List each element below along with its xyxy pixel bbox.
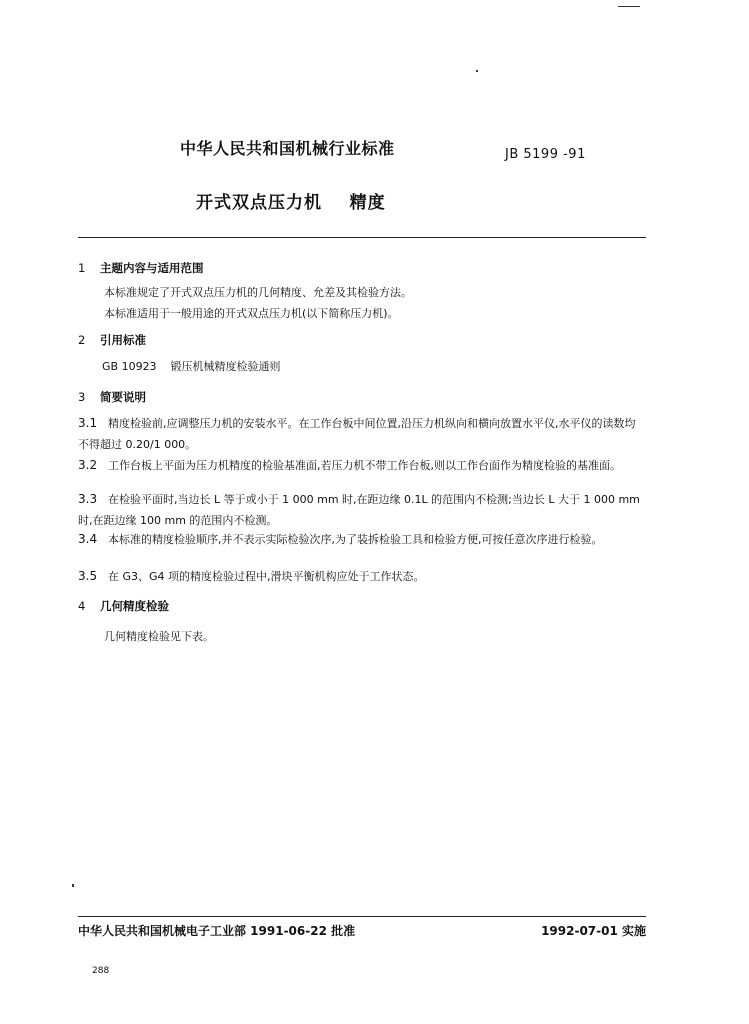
clause-number: 3.4: [78, 532, 98, 546]
clause-3-3: [78, 489, 646, 531]
clause-number: 3.3: [78, 492, 98, 506]
referenced-standard: GB 10923 锻压机械精度检验通则: [102, 360, 281, 373]
standard-code: JB 5199 -91: [505, 147, 586, 162]
clause-3-1: [78, 413, 646, 455]
clause-3-2: [78, 455, 646, 476]
section-2-heading: [78, 332, 146, 348]
section-title: 引用标准: [100, 333, 146, 347]
section-title: 主题内容与适用范围: [100, 261, 204, 275]
clause-text: 精度检验前,应调整压力机的安装水平。在工作台板中间位置,沿压力机纵向和横向放置水平仪,水平仪的读数均不得超过 0.20/1 000。: [78, 417, 636, 451]
clause-3-4: [78, 529, 646, 550]
scan-speck: [72, 884, 74, 887]
clause-text: 本标准的精度检验顺序,并不表示实际检验次序,为了装拆检验工具和检验方便,可按任意次序进行检验。: [108, 533, 603, 546]
section-number: 4: [78, 599, 86, 613]
clause-text: 在检验平面时,当边长 L 等于或小于 1 000 mm 时,在距边缘 0.1L 的范围内不检测;当边长 L 大于 1 000 mm 时,在距边缘 100 mm 的范围内不检测。: [78, 493, 640, 527]
document-title: 开式双点压力机 精度: [196, 193, 386, 213]
section-number: 3: [78, 390, 86, 404]
paragraph: 本标准适用于一般用途的开式双点压力机(以下简称压力机)。: [104, 307, 399, 320]
paragraph: 本标准规定了开式双点压力机的几何精度、允差及其检验方法。: [104, 286, 412, 299]
clause-number: 3.5: [78, 569, 98, 583]
clause-number: 3.2: [78, 458, 98, 472]
approval-line: 中华人民共和国机械电子工业部 1991-06-22 批准: [78, 924, 356, 938]
clause-text: 工作台板上平面为压力机精度的检验基准面,若压力机不带工作台板,则以工作台面作为精度检验的基准面。: [108, 459, 621, 472]
section-number: 2: [78, 333, 86, 347]
scan-speck: [476, 70, 478, 72]
section-number: 1: [78, 261, 86, 275]
section-1-heading: [78, 260, 204, 276]
section-3-heading: [78, 389, 146, 405]
section-title: 几何精度检验: [100, 599, 169, 613]
header-divider: [78, 237, 646, 238]
scan-mark: [618, 6, 640, 7]
section-4-heading: [78, 598, 169, 614]
page-number: 288: [92, 966, 110, 976]
footer-divider: [78, 916, 646, 917]
clause-number: 3.1: [78, 416, 98, 430]
clause-3-5: [78, 566, 646, 587]
standard-org-title: 中华人民共和国机械行业标准: [180, 139, 395, 158]
section-title: 简要说明: [100, 390, 146, 404]
clause-text: 在 G3、G4 项的精度检验过程中,滑块平衡机构应处于工作状态。: [108, 570, 425, 583]
effective-date: 1992-07-01 实施: [541, 924, 646, 938]
paragraph: 几何精度检验见下表。: [104, 630, 214, 643]
